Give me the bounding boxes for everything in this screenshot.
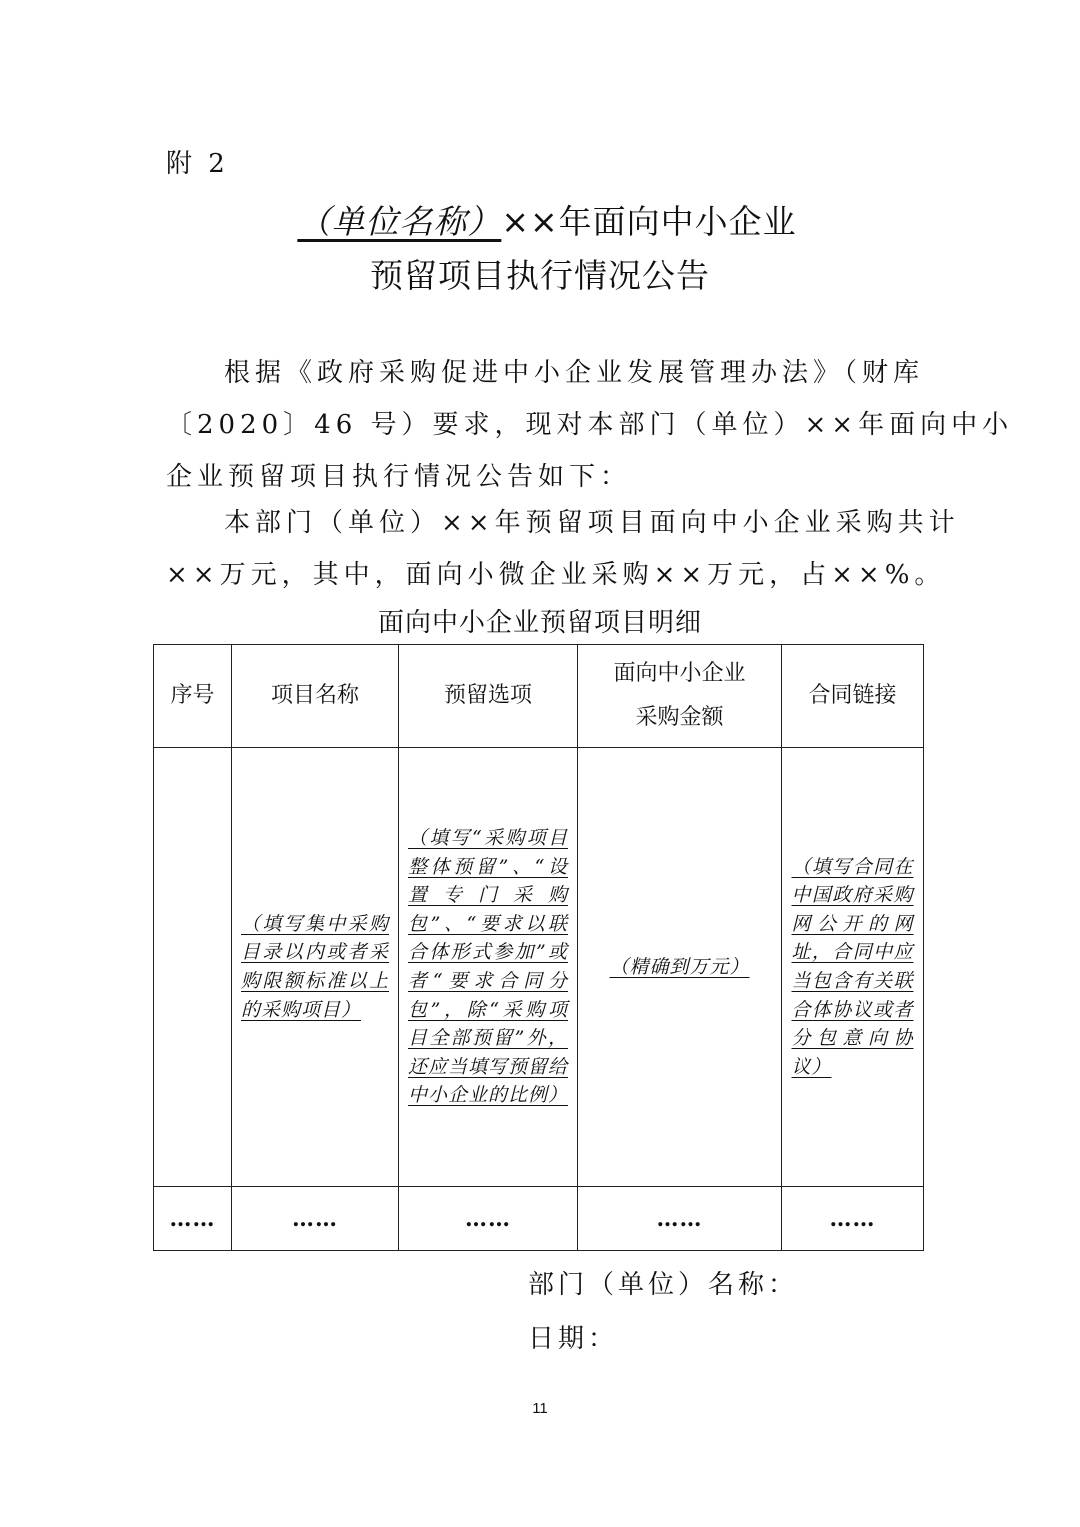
paragraph-line: 根据《政府采购促进中小企业发展管理办法》（财库 xyxy=(224,358,925,388)
header-amount xyxy=(578,645,782,748)
cell-project-name xyxy=(232,748,399,1187)
table-row xyxy=(154,748,924,1187)
date-label: 日期： xyxy=(528,1324,619,1354)
attachment-label: 附 2 xyxy=(166,149,229,179)
cell-seq-ellipsis: …… xyxy=(154,1187,232,1251)
table-row xyxy=(154,1187,924,1251)
reserved-projects-table xyxy=(153,644,924,1251)
header-project-name: 项目名称 xyxy=(232,645,399,748)
department-name-label: 部门（单位）名称： xyxy=(528,1270,799,1300)
cell-seq xyxy=(154,748,232,1187)
paragraph-line: 企业预留项目执行情况公告如下： xyxy=(166,462,632,492)
paragraph-line: 〔2020〕46 号）要求，现对本部门（单位）××年面向中小 xyxy=(166,410,1014,440)
title-line-1 xyxy=(0,196,1080,243)
paragraph-summary xyxy=(166,497,960,601)
header-amount-line-1: 面向中小企业 xyxy=(613,661,746,686)
unit-name-placeholder: （单位名称） xyxy=(297,202,502,241)
paragraph-line: ××万元，其中，面向小微企业采购××万元，占××%。 xyxy=(166,560,946,590)
header-seq: 序号 xyxy=(154,645,232,748)
reserve-option-note: （填写“采购项目整体预留”、“设置专门采购包”、“要求以联合体形式参加”或者“要求合同分包”，除“采购项目全部预留”外，还应当填写预留给中小企业的比例） xyxy=(408,827,569,1107)
header-contract-link: 合同链接 xyxy=(782,645,924,748)
header-reserve-option: 预留选项 xyxy=(399,645,578,748)
cell-reserve-option-ellipsis: …… xyxy=(399,1187,578,1251)
paragraph-basis xyxy=(166,347,1014,503)
project-name-note: （填写集中采购目录以内或者采购限额标准以上的采购项目） xyxy=(241,912,389,1021)
cell-amount xyxy=(578,748,782,1187)
table-header-row xyxy=(154,645,924,748)
cell-contract-link xyxy=(782,748,924,1187)
table-title: 面向中小企业预留项目明细 xyxy=(377,608,702,638)
cell-reserve-option xyxy=(399,748,578,1187)
cell-amount-ellipsis: …… xyxy=(578,1187,782,1251)
title-line-2: 预留项目执行情况公告 xyxy=(370,256,710,295)
cell-contract-link-ellipsis: …… xyxy=(782,1187,924,1251)
amount-note: （精确到万元） xyxy=(609,955,750,978)
page-number: 11 xyxy=(532,1400,548,1417)
paragraph-line: 本部门（单位）××年预留项目面向中小企业采购共计 xyxy=(224,508,960,538)
cell-project-name-ellipsis: …… xyxy=(232,1187,399,1251)
contract-link-note: （填写合同在中国政府采购网公开的网址，合同中应当包含有关联合体协议或者分包意向协议） xyxy=(791,855,914,1078)
title-line-1-text: ××年面向中小企业 xyxy=(501,202,797,241)
header-amount-line-2: 采购金额 xyxy=(635,705,724,730)
